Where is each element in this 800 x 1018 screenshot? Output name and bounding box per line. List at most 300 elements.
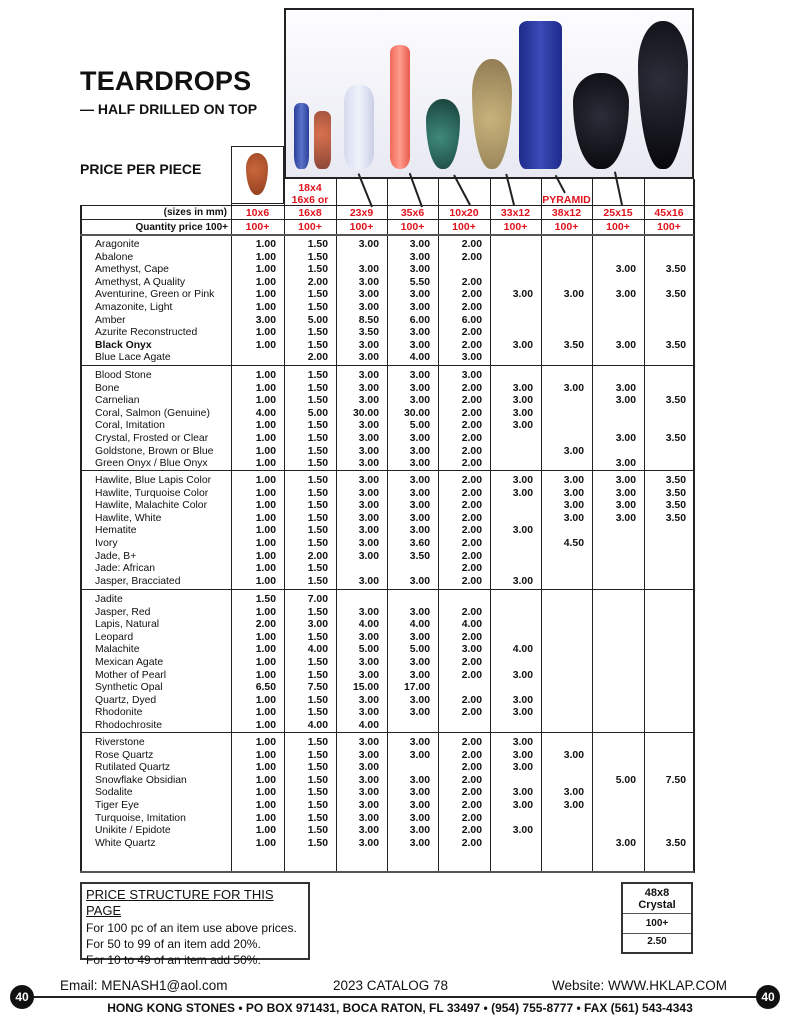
price-cell: 3.00 xyxy=(409,458,430,470)
price-cell: 1.00 xyxy=(255,631,276,643)
price-cell: 1.50 xyxy=(307,370,328,381)
price-cell: 3.00 xyxy=(409,251,430,263)
table-row xyxy=(80,682,694,695)
price-cell: 1.00 xyxy=(255,669,276,681)
price-cell: 3.50 xyxy=(409,550,430,562)
table-row xyxy=(80,657,694,670)
stone-name: Green Onyx / Blue Onyx xyxy=(95,458,208,470)
column-note: PYRAMID xyxy=(542,194,591,206)
price-cell: 2.00 xyxy=(255,619,276,631)
stone-name: Synthetic Opal xyxy=(95,682,163,694)
price-cell: 2.00 xyxy=(461,762,482,774)
price-cell: 1.50 xyxy=(307,631,328,643)
table-row xyxy=(80,513,694,526)
price-cell: 3.00 xyxy=(358,487,379,499)
table-row xyxy=(80,340,694,353)
stone-unakite xyxy=(314,111,331,169)
price-cell: 1.00 xyxy=(255,420,276,432)
price-cell: 1.50 xyxy=(307,289,328,301)
price-cell: 1.00 xyxy=(255,538,276,549)
stone-name: Malachite xyxy=(95,644,140,656)
stone-name: Leopard xyxy=(95,631,134,643)
table-row xyxy=(80,420,694,433)
price-cell: 1.50 xyxy=(307,575,328,587)
price-cell: 3.00 xyxy=(358,289,379,301)
price-cell: 2.00 xyxy=(461,433,482,444)
price-cell: 2.00 xyxy=(307,276,328,288)
price-cell: 3.00 xyxy=(358,475,379,486)
stone-name: Quartz, Dyed xyxy=(95,694,157,706)
price-cell: 1.50 xyxy=(307,707,328,719)
footer-email[interactable]: Email: MENASH1@aol.com xyxy=(60,978,228,993)
price-cell: 3.00 xyxy=(512,737,533,748)
stone-name: Blue Lace Agate xyxy=(95,352,171,364)
stone-name: Jade: African xyxy=(95,563,156,575)
table-row xyxy=(80,563,694,576)
column-size: 25x15 xyxy=(603,207,633,219)
price-cell: 2.00 xyxy=(461,382,482,394)
price-cell: 7.50 xyxy=(665,774,686,786)
price-cell: 2.00 xyxy=(461,327,482,339)
price-cell: 1.50 xyxy=(307,420,328,432)
stone-name: Hawlite, Blue Lapis Color xyxy=(95,475,212,486)
price-cell: 6.50 xyxy=(255,682,276,694)
price-cell: 2.00 xyxy=(461,669,482,681)
stone-name: Bone xyxy=(95,382,120,394)
table-row xyxy=(80,264,694,277)
price-cell: 1.50 xyxy=(307,500,328,512)
price-cell: 5.00 xyxy=(615,774,636,786)
price-cell: 3.50 xyxy=(665,395,686,407)
price-cell: 2.00 xyxy=(461,787,482,799)
price-cell: 4.00 xyxy=(358,619,379,631)
price-cell: 1.00 xyxy=(255,707,276,719)
stone-onyx-large xyxy=(638,21,688,169)
price-cell: 1.00 xyxy=(255,327,276,339)
price-cell: 3.00 xyxy=(409,669,430,681)
price-cell: 4.00 xyxy=(409,352,430,364)
price-cell: 2.00 xyxy=(461,525,482,537)
table-row xyxy=(80,720,694,733)
price-cell: 3.50 xyxy=(665,289,686,301)
price-cell: 3.50 xyxy=(665,264,686,276)
page-title: TEARDROPS xyxy=(80,66,252,96)
table-row xyxy=(80,538,694,551)
stone-name: Mexican Agate xyxy=(95,657,164,668)
price-cell: 1.00 xyxy=(255,382,276,394)
price-cell: 1.50 xyxy=(307,251,328,263)
column-qty: 100+ xyxy=(503,221,528,233)
price-cell: 2.00 xyxy=(461,707,482,719)
price-cell: 2.00 xyxy=(461,302,482,313)
stone-name: Tiger Eye xyxy=(95,800,140,811)
price-cell: 3.00 xyxy=(358,669,379,681)
price-cell: 3.00 xyxy=(409,787,430,799)
price-cell: 3.00 xyxy=(512,289,533,301)
price-cell: 3.00 xyxy=(358,395,379,407)
price-cell: 3.00 xyxy=(563,512,584,524)
price-cell: 3.00 xyxy=(409,289,430,301)
price-cell: 1.50 xyxy=(307,812,328,824)
price-cell: 1.00 xyxy=(255,525,276,537)
price-cell: 1.00 xyxy=(255,694,276,706)
price-cell: 3.00 xyxy=(358,694,379,706)
price-cell: 3.00 xyxy=(409,512,430,524)
price-cell: 3.00 xyxy=(409,812,430,824)
stone-onyx-medium xyxy=(573,73,629,169)
price-cell: 2.00 xyxy=(461,500,482,512)
price-cell: 3.00 xyxy=(563,787,584,799)
price-cell: 2.00 xyxy=(307,550,328,562)
column-size: 45x16 xyxy=(654,207,684,219)
column-qty: 100+ xyxy=(606,221,630,233)
stone-name: Hawlite, Malachite Color xyxy=(95,500,208,512)
price-cell: 3.00 xyxy=(409,239,430,250)
quantity-row-label: Quantity price 100+ xyxy=(135,222,228,233)
price-cell: 3.00 xyxy=(563,749,584,761)
price-cell: 3.50 xyxy=(563,339,584,351)
price-cell: 3.00 xyxy=(409,694,430,706)
price-cell: 5.50 xyxy=(409,276,430,288)
price-cell: 2.00 xyxy=(461,538,482,549)
price-cell: 3.00 xyxy=(358,500,379,512)
table-row xyxy=(80,525,694,538)
price-cell: 3.00 xyxy=(615,395,636,407)
table-row xyxy=(80,252,694,265)
price-cell: 5.00 xyxy=(409,644,430,656)
column-size: 10x20 xyxy=(449,207,479,219)
price-cell: 15.00 xyxy=(352,682,379,694)
price-cell: 3.00 xyxy=(615,837,636,849)
price-cell: 1.00 xyxy=(255,563,276,575)
price-cell: 3.00 xyxy=(512,382,533,394)
table-row xyxy=(80,619,694,632)
price-cell: 2.00 xyxy=(461,575,482,587)
price-cell: 1.50 xyxy=(307,475,328,486)
price-cell: 3.00 xyxy=(512,825,533,837)
price-cell: 1.00 xyxy=(255,812,276,824)
stone-coral xyxy=(390,45,410,169)
price-cell: 3.00 xyxy=(358,239,379,250)
price-cell: 1.00 xyxy=(255,550,276,562)
price-cell: 4.00 xyxy=(409,619,430,631)
price-cell: 3.00 xyxy=(512,669,533,681)
column-size: 23x9 xyxy=(349,207,374,219)
footer-catalog: 2023 CATALOG 78 xyxy=(333,978,449,993)
price-cell: 3.00 xyxy=(409,837,430,849)
price-cell: 8.50 xyxy=(358,314,379,326)
price-cell: 3.00 xyxy=(512,420,533,432)
price-cell: 1.00 xyxy=(255,458,276,470)
price-cell: 3.00 xyxy=(358,302,379,313)
price-cell: 2.00 xyxy=(461,563,482,575)
price-cell: 3.00 xyxy=(409,575,430,587)
price-cell: 3.00 xyxy=(512,787,533,799)
price-cell: 3.00 xyxy=(409,475,430,486)
price-cell: 3.00 xyxy=(512,575,533,587)
column-qty: 100+ xyxy=(452,221,476,233)
price-cell: 1.50 xyxy=(307,339,328,351)
price-cell: 1.50 xyxy=(307,395,328,407)
column-qty: 100+ xyxy=(400,221,425,233)
table-row xyxy=(80,302,694,315)
price-cell: 1.00 xyxy=(255,251,276,263)
column-qty: 100+ xyxy=(349,221,374,233)
price-cell: 3.00 xyxy=(358,631,379,643)
price-cell: 3.00 xyxy=(358,787,379,799)
price-cell: 1.00 xyxy=(255,487,276,499)
price-cell: 30.00 xyxy=(403,407,430,419)
price-cell: 3.00 xyxy=(358,458,379,470)
price-cell: 1.50 xyxy=(307,487,328,499)
stone-malachite xyxy=(426,99,460,169)
stone-name: Lapis, Natural xyxy=(95,619,160,631)
price-cell: 1.50 xyxy=(307,606,328,618)
price-cell: 3.00 xyxy=(358,837,379,849)
price-cell: 3.00 xyxy=(512,707,533,719)
table-row xyxy=(80,395,694,408)
price-cell: 2.00 xyxy=(461,837,482,849)
table-row xyxy=(80,594,694,607)
row-divider xyxy=(80,871,694,873)
stone-name: Jadite xyxy=(95,594,123,605)
price-cell: 1.50 xyxy=(307,264,328,276)
price-cell: 2.00 xyxy=(461,749,482,761)
price-cell: 3.00 xyxy=(409,487,430,499)
price-cell: 1.50 xyxy=(255,594,276,605)
price-cell: 3.00 xyxy=(512,762,533,774)
price-cell: 1.50 xyxy=(307,694,328,706)
stone-name: Rhodonite xyxy=(95,707,143,719)
price-cell: 3.50 xyxy=(665,500,686,512)
column-note-line: 16x6 or xyxy=(291,194,329,206)
price-cell: 3.00 xyxy=(512,525,533,537)
column-size: 10x6 xyxy=(245,207,270,219)
price-cell: 4.00 xyxy=(255,407,276,419)
stone-name: Jade, B+ xyxy=(95,550,137,562)
price-cell: 2.00 xyxy=(461,239,482,250)
price-cell: 2.00 xyxy=(461,420,482,432)
price-cell: 1.00 xyxy=(255,800,276,811)
price-cell: 3.00 xyxy=(409,825,430,837)
price-cell: 4.00 xyxy=(358,720,379,731)
price-cell: 3.00 xyxy=(409,749,430,761)
table-row xyxy=(80,239,694,252)
price-cell: 2.00 xyxy=(461,339,482,351)
price-cell: 2.00 xyxy=(461,812,482,824)
table-row xyxy=(80,408,694,421)
price-cell: 1.00 xyxy=(255,339,276,351)
price-cell: 3.00 xyxy=(358,420,379,432)
price-cell: 1.00 xyxy=(255,370,276,381)
price-cell: 3.00 xyxy=(409,382,430,394)
column-note-line: 18x4 xyxy=(298,182,322,194)
table-row xyxy=(80,787,694,800)
table-row xyxy=(80,632,694,645)
table-row xyxy=(80,551,694,564)
price-cell: 2.00 xyxy=(461,512,482,524)
price-cell: 1.50 xyxy=(307,563,328,575)
price-cell: 3.00 xyxy=(409,445,430,457)
price-cell: 1.00 xyxy=(255,302,276,313)
column-qty: 100+ xyxy=(657,221,681,233)
price-cell: 3.00 xyxy=(615,487,636,499)
stone-name: Amber xyxy=(95,314,126,326)
price-cell: 3.50 xyxy=(665,512,686,524)
table-row xyxy=(80,670,694,683)
price-cell: 1.00 xyxy=(255,825,276,837)
footer-address: HONG KONG STONES • PO BOX 971431, BOCA RATON, FL 33497 • (954) 755-8777 • FAX (561) 543-4343 xyxy=(107,1001,693,1015)
price-cell: 2.00 xyxy=(461,395,482,407)
price-cell: 3.00 xyxy=(307,619,328,631)
price-cell: 4.00 xyxy=(512,644,533,656)
stone-name: Unikite / Epidote xyxy=(95,825,171,837)
table-row xyxy=(80,475,694,488)
price-cell: 2.00 xyxy=(461,825,482,837)
price-cell: 3.00 xyxy=(358,762,379,774)
price-cell: 3.00 xyxy=(615,382,636,394)
price-cell: 3.50 xyxy=(665,487,686,499)
stone-name: Aventurine, Green or Pink xyxy=(95,289,215,301)
stone-name: Hawlite, White xyxy=(95,512,162,524)
price-cell: 3.00 xyxy=(358,433,379,444)
price-structure-heading: PRICE STRUCTURE FOR THIS PAGE xyxy=(86,887,274,918)
price-cell: 3.00 xyxy=(358,707,379,719)
price-cell: 3.00 xyxy=(358,512,379,524)
price-cell: 1.50 xyxy=(307,433,328,444)
stone-name: Jasper, Bracciated xyxy=(95,575,181,587)
table-row xyxy=(80,737,694,750)
price-cell: 1.50 xyxy=(307,825,328,837)
table-row xyxy=(80,825,694,838)
price-cell: 30.00 xyxy=(352,407,379,419)
price-cell: 2.00 xyxy=(461,606,482,618)
price-cell: 3.00 xyxy=(615,289,636,301)
table-row xyxy=(80,433,694,446)
price-cell: 6.00 xyxy=(461,314,482,326)
table-row xyxy=(80,800,694,813)
price-cell: 3.00 xyxy=(615,433,636,444)
price-cell: 3.00 xyxy=(358,737,379,748)
price-cell: 3.00 xyxy=(358,538,379,549)
price-cell: 1.50 xyxy=(307,800,328,811)
price-cell: 1.50 xyxy=(307,657,328,668)
stone-name: White Quartz xyxy=(95,837,156,849)
price-cell: 3.00 xyxy=(409,302,430,313)
price-cell: 1.50 xyxy=(307,837,328,849)
stone-name: Sodalite xyxy=(95,787,133,799)
stone-name: Black Onyx xyxy=(95,339,152,351)
price-cell: 1.50 xyxy=(307,458,328,470)
crystal-name: Crystal xyxy=(638,899,676,911)
stone-name: Crystal, Frosted or Clear xyxy=(95,433,209,444)
price-cell: 1.00 xyxy=(255,720,276,731)
price-cell: 2.00 xyxy=(461,458,482,470)
price-cell: 1.50 xyxy=(307,327,328,339)
price-cell: 3.60 xyxy=(409,538,430,549)
price-cell: 3.00 xyxy=(512,694,533,706)
price-cell: 2.00 xyxy=(461,800,482,811)
price-cell: 3.00 xyxy=(409,327,430,339)
price-cell: 3.00 xyxy=(358,276,379,288)
price-structure-box xyxy=(80,882,310,967)
price-cell: 3.00 xyxy=(409,370,430,381)
price-cell: 1.50 xyxy=(307,445,328,457)
footer-website[interactable]: Website: WWW.HKLAP.COM xyxy=(552,978,728,993)
table-row xyxy=(80,458,694,471)
price-cell: 5.00 xyxy=(307,407,328,419)
price-cell: 3.00 xyxy=(358,445,379,457)
price-cell: 3.00 xyxy=(563,800,584,811)
stone-crystal xyxy=(344,85,374,169)
stone-name: Amethyst, A Quality xyxy=(95,276,186,288)
price-cell: 1.50 xyxy=(307,787,328,799)
price-cell: 1.00 xyxy=(255,512,276,524)
price-structure-line: For 50 to 99 of an item add 20%. xyxy=(86,937,261,951)
price-cell: 2.00 xyxy=(461,550,482,562)
price-cell: 1.50 xyxy=(307,669,328,681)
price-cell: 2.00 xyxy=(461,407,482,419)
price-cell: 3.50 xyxy=(665,837,686,849)
row-divider xyxy=(80,365,694,366)
price-cell: 3.50 xyxy=(665,475,686,486)
stone-name: Azurite Reconstructed xyxy=(95,327,198,339)
stone-lapis xyxy=(519,21,562,169)
price-cell: 3.00 xyxy=(409,606,430,618)
price-cell: 1.00 xyxy=(255,433,276,444)
price-cell: 2.00 xyxy=(461,276,482,288)
price-cell: 7.00 xyxy=(307,594,328,605)
price-cell: 3.00 xyxy=(255,314,276,326)
price-table xyxy=(80,179,694,873)
price-cell: 2.00 xyxy=(461,694,482,706)
price-cell: 3.00 xyxy=(358,575,379,587)
price-structure-line: For 10 to 49 of an item add 50%. xyxy=(86,953,261,967)
table-row xyxy=(80,383,694,396)
price-cell: 3.00 xyxy=(409,774,430,786)
price-cell: 3.00 xyxy=(358,812,379,824)
stone-name: Blood Stone xyxy=(95,370,152,381)
price-cell: 3.50 xyxy=(665,339,686,351)
price-cell: 1.00 xyxy=(255,606,276,618)
price-cell: 2.00 xyxy=(461,774,482,786)
price-cell: 2.00 xyxy=(461,445,482,457)
price-cell: 4.00 xyxy=(461,619,482,631)
price-cell: 3.00 xyxy=(358,657,379,668)
price-cell: 1.00 xyxy=(255,749,276,761)
price-cell: 3.00 xyxy=(461,352,482,364)
price-cell: 1.00 xyxy=(255,264,276,276)
row-divider xyxy=(80,205,694,206)
price-cell: 3.00 xyxy=(358,352,379,364)
price-cell: 4.50 xyxy=(563,538,584,549)
price-cell: 2.00 xyxy=(461,737,482,748)
price-cell: 3.00 xyxy=(615,458,636,470)
stone-name: Mother of Pearl xyxy=(95,669,167,681)
stone-name: Carnelian xyxy=(95,395,140,407)
price-cell: 3.00 xyxy=(615,475,636,486)
price-cell: 3.00 xyxy=(409,631,430,643)
table-row xyxy=(80,762,694,775)
stone-name: Turquoise, Imitation xyxy=(95,812,186,824)
price-cell: 5.00 xyxy=(307,314,328,326)
price-cell: 4.00 xyxy=(307,644,328,656)
table-row xyxy=(80,488,694,501)
stone-name: Rose Quartz xyxy=(95,749,154,761)
price-cell: 3.00 xyxy=(409,395,430,407)
stone-jasper xyxy=(472,59,512,169)
price-cell: 3.00 xyxy=(358,825,379,837)
